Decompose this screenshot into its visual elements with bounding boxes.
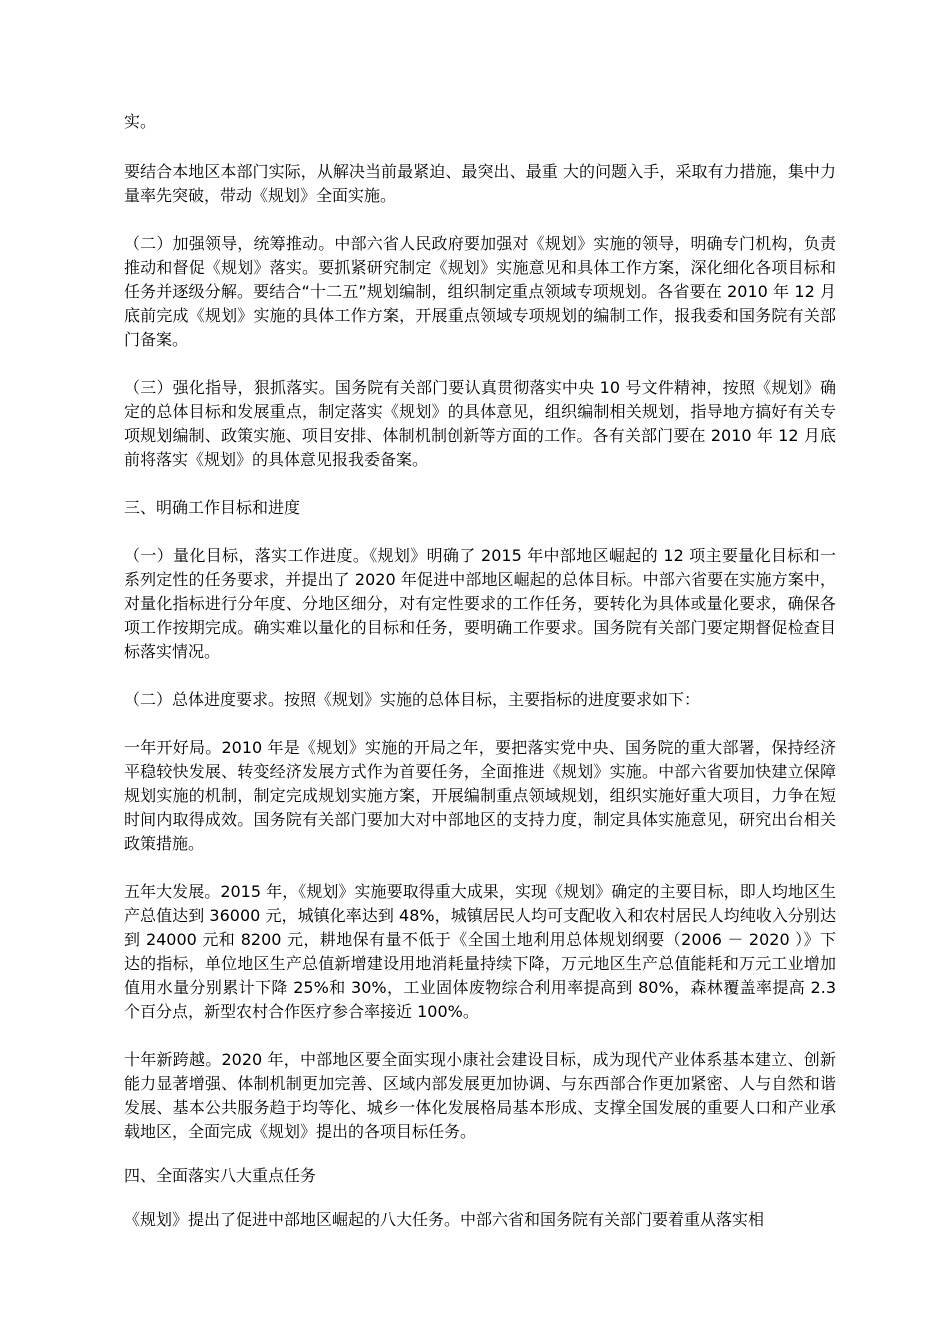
paragraph-focus-breakthrough: 要结合本地区本部门实际，从解决当前最紧迫、最突出、最重 大的问题入手，采取有力措施，集中力量率先突破，带动《规划》全面实施。 xyxy=(124,162,836,205)
paragraph-progress-requirements: （二）总体进度要求。按照《规划》实施的总体目标，主要指标的进度要求如下： xyxy=(124,690,701,709)
paragraph-continuation: 实。 xyxy=(124,112,157,131)
paragraph-eight-tasks: 《规划》提出了促进中部地区崛起的八大任务。中部六省和国务院有关部门要着重从落实相 xyxy=(124,1210,765,1229)
paragraph-ten-years: 十年新跨越。2020 年，中部地区要全面实现小康社会建设目标，成为现代产业体系基本建立、创新能力显著增强、体制机制更加完善、区域内部发展更加协调、与东西部合作更加紧密、人与自然和谐发展、基本公共服务趋于均等化、城乡一体化发展格局基本形成、支撑全国发展的重要人口和产业承载地区，全面完成《规划》提出的各项目标任务。 xyxy=(124,1050,836,1141)
paragraph-leadership: （二）加强领导，统筹推动。中部六省人民政府要加强对《规划》实施的领导，明确专门机构，负责推动和督促《规划》落实。要抓紧研究制定《规划》实施意见和具体工作方案，深化细化各项目标和任务并逐级分解。要结合“十二五”规划编制，组织制定重点领域专项规划。各省要在 2010 年 12 月底前完成《规划》实施的具体工作方案，开展重点领域专项规划的编制工作，报我委和国务院有关部门备案。 xyxy=(124,234,836,349)
paragraph-guidance: （三）强化指导，狠抓落实。国务院有关部门要认真贯彻落实中央 10 号文件精神，按照《规划》确定的总体目标和发展重点，制定落实《规划》的具体意见，组织编制相关规划，指导地方搞好有关专项规划编制、政策实施、项目安排、体制机制创新等方面的工作。各有关部门要在 2010 年 12 月底前将落实《规划》的具体意见报我委备案。 xyxy=(124,378,836,469)
paragraph-quantified-targets: （一）量化目标，落实工作进度。《规划》明确了 2015 年中部地区崛起的 12 项主要量化目标和一系列定性的任务要求，并提出了 2020 年促进中部地区崛起的总体目标。中部六省要在实施方案中，对量化指标进行分年度、分地区细分，对有定性要求的工作任务，要转化为具体或量化要求，确保各项工作按期完成。确实难以量化的目标和任务，要明确工作要求。国务院有关部门要定期督促检查目标落实情况。 xyxy=(124,546,836,661)
document-body xyxy=(124,110,836,1232)
section-heading-eight-tasks: 四、全面落实八大重点任务 xyxy=(124,1166,317,1185)
paragraph-first-year: 一年开好局。2010 年是《规划》实施的开局之年，要把落实党中央、国务院的重大部署，保持经济平稳较快发展、转变经济发展方式作为首要任务，全面推进《规划》实施。中部六省要加快建立保障规划实施的机制，制定完成规划实施方案，开展编制重点领域规划，组织实施好重大项目，力争在短时间内取得成效。国务院有关部门要加大对中部地区的支持力度，制定具体实施意见，研究出台相关政策措施。 xyxy=(124,738,836,853)
paragraph-five-years: 五年大发展。2015 年，《规划》实施要取得重大成果，实现《规划》确定的主要目标，即人均地区生产总值达到 36000 元，城镇化率达到 48%，城镇居民人均可支配收入和农村居民人均纯收入分别达到 24000 元和 8200 元，耕地保有量不低于《全国土地利用总体规划纲要（2006 － 2020 ）》下达的指标，单位地区生产总值新增建设用地消耗量持续下降，万元地区生产总值能耗和万元工业增加值用水量分别累计下降 25%和 30%，工业固体废物综合利用率提高到 80%，森林覆盖率提高 2.3 个百分点，新型农村合作医疗参合率接近 100%。 xyxy=(124,882,836,1021)
section-heading-targets: 三、明确工作目标和进度 xyxy=(124,498,301,517)
